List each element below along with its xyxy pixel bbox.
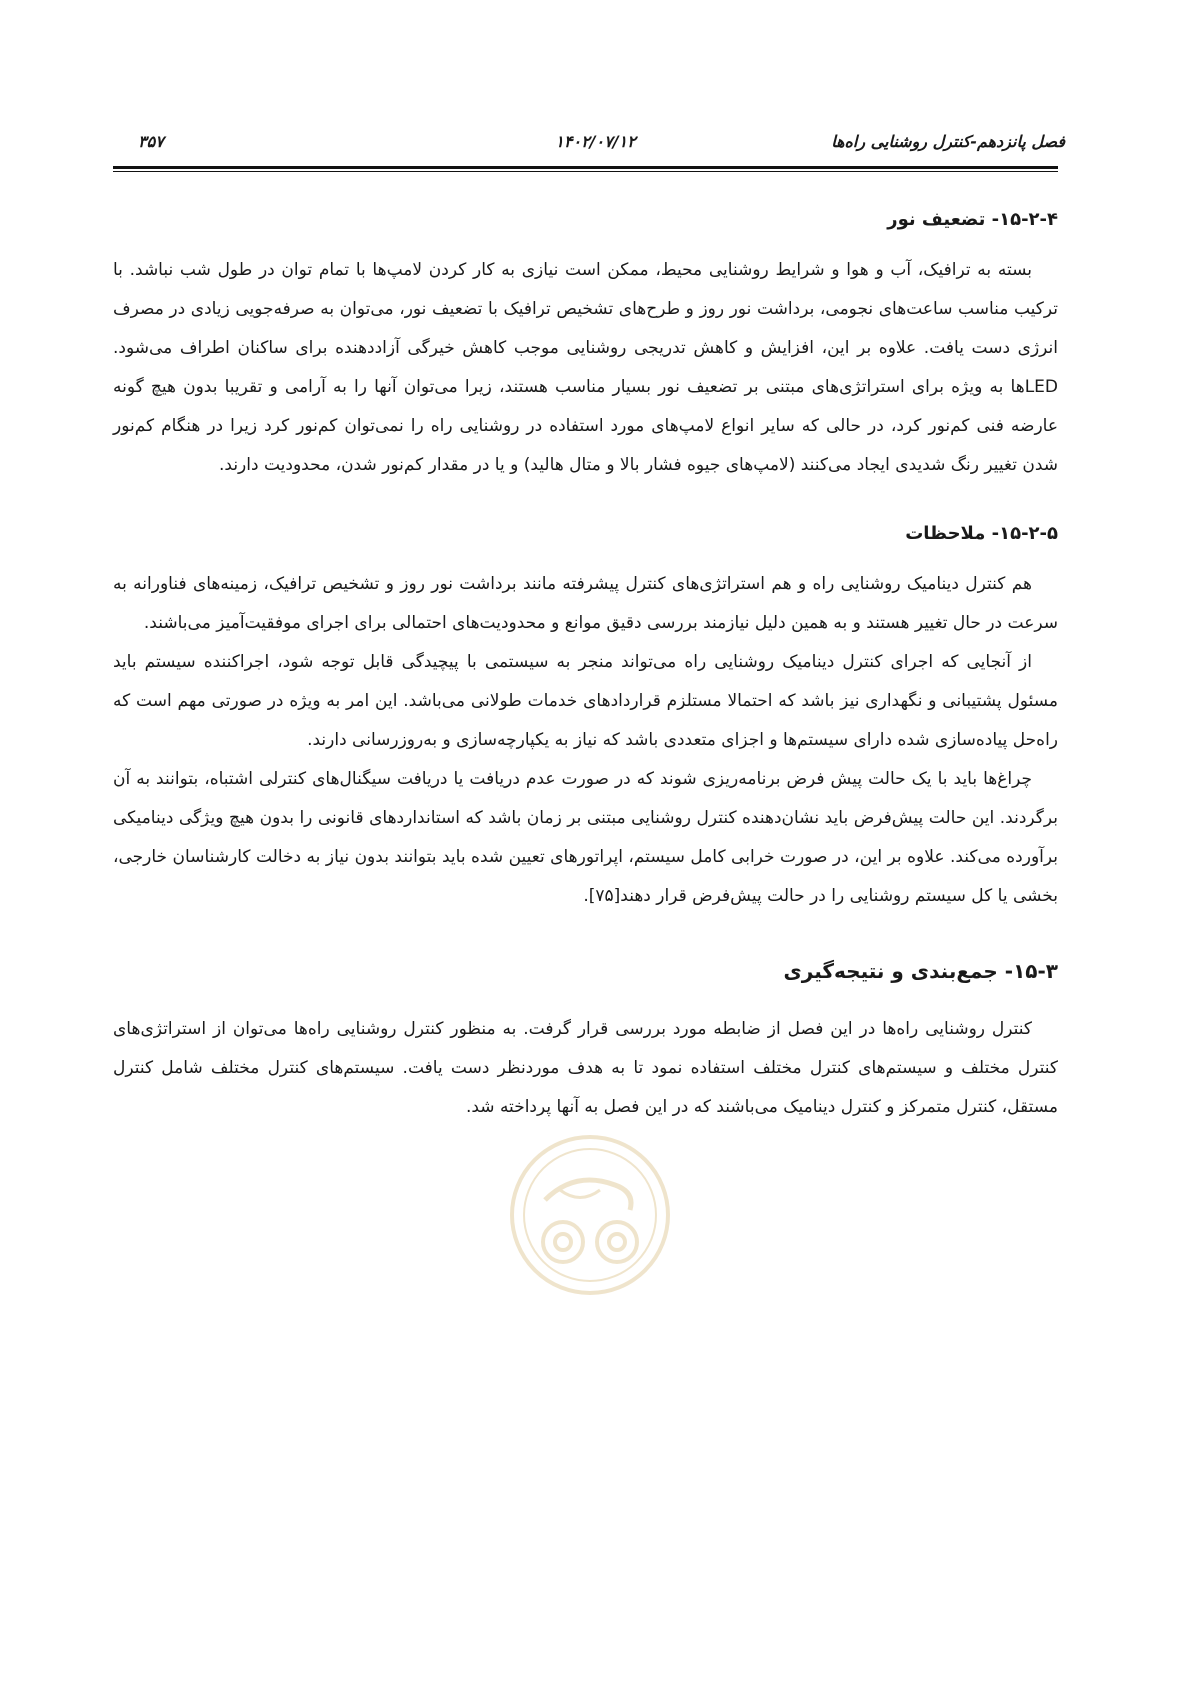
paragraph-considerations-1: هم کنترل دینامیک روشنایی راه و هم استراتژی‌های کنترل پیشرفته مانند برداشت نور روز و تشخیص ترافیک، زمینه‌های فناورانه به سرعت در حال تغییر هستند و به همین دلیل نیازمند بررسی دقیق موانع و محدودیت‌های احتمالی برای اجرای موفقیت‌آمیز می‌باشند. — [113, 574, 1058, 633]
header-rule-thin — [113, 171, 1058, 172]
page-body — [113, 205, 1058, 1127]
section-heading-considerations: ۱۵-۲-۵- ملاحظات — [905, 523, 1058, 544]
paragraph-considerations-3: چراغ‌ها باید با یک حالت پیش فرض برنامه‌ریزی شوند که در صورت عدم دریافت یا دریافت سیگنال‌های کنترلی اشتباه، بتوانند به آن برگردند. این حالت پیش‌فرض باید نشان‌دهنده کنترل روشنایی مبتنی بر زمان باشد که استانداردهای قانونی را بدون هیچ ویژگی دینامیکی برآورده می‌کند. علاوه بر این، در صورت خرابی کامل سیستم، اپراتورهای تعیین شده باید بتوانند بدون نیاز به دخالت کارشناسان خارجی، بخشی یا کل سیستم روشنایی را در حالت پیش‌فرض قرار دهند[۷۵]. — [113, 769, 1058, 906]
running-header-date: ۱۴۰۲/۰۷/۱۲ — [555, 132, 636, 151]
header-rule-thick — [113, 166, 1058, 169]
paragraph-dimming: بسته به ترافیک، آب و هوا و شرایط روشنایی محیط، ممکن است نیازی به کار کردن لامپ‌ها با تمام توان در طول شب نباشد. با ترکیب مناسب ساعت‌های نجومی، برداشت نور روز و طرح‌های تشخیص ترافیک با تضعیف نور، می‌توان به صرفه‌جویی زیادی در مصرف انرژی دست یافت. علاوه بر این، افزایش و کاهش تدریجی روشنایی موجب کاهش خیرگی آزاددهنده برای ساکنان اطراف می‌شود. LEDها به ویژه برای استراتژی‌های مبتنی بر تضعیف نور بسیار مناسب هستند، زیرا می‌توان آنها را به آرامی و تقریبا بدون هیچ گونه عارضه فنی کم‌نور کرد، در حالی که سایر انواع لامپ‌های مورد استفاده در روشنایی راه را نمی‌توان کم‌نور کرد زیرا در هنگام کم‌نور شدن تغییر رنگ شدیدی ایجاد می‌کنند (لامپ‌های جیوه فشار بالا و متال هالید) و یا در مقدار کم‌نور شدن، محدودیت دارند. — [113, 260, 1058, 475]
paragraph-considerations-2: از آنجایی که اجرای کنترل دینامیک روشنایی راه می‌تواند منجر به سیستمی با پیچیدگی قابل توجه شود، اجراکننده سیستم باید مسئول پشتیبانی و نگهداری نیز باشد که احتمالا مستلزم قراردادهای خدمات طولانی می‌باشد. این امر به ویژه در صورتی مهم است که راه‌حل پیاده‌سازی شده دارای سیستم‌ها و اجزای متعددی باشد که نیاز به یکپارچه‌سازی و به‌روزرسانی دارند. — [113, 652, 1058, 750]
paragraph-conclusion: کنترل روشنایی راه‌ها در این فصل از ضابطه مورد بررسی قرار گرفت. به منظور کنترل روشنایی راه‌ها می‌توان از استراتژی‌های کنترل مختلف و سیستم‌های کنترل مختلف استفاده نمود تا به هدف موردنظر دست یافت. سیستم‌های کنترل مختلف شامل کنترل مستقل، کنترل متمرکز و کنترل دینامیک می‌باشند که در این فصل به آنها پرداخته شد. — [113, 1019, 1058, 1117]
running-header-title: فصل پانزدهم-کنترل روشنایی راه‌ها — [831, 132, 1065, 151]
watermark-seal-icon — [505, 1130, 675, 1300]
section-heading-dimming: ۱۵-۲-۴- تضعیف نور — [887, 209, 1058, 230]
watermark-gear-icon — [512, 1137, 668, 1293]
section-heading-conclusion: ۱۵-۳- جمع‌بندی و نتیجه‌گیری — [783, 959, 1058, 983]
page-number: ۳۵۷ — [138, 132, 164, 151]
